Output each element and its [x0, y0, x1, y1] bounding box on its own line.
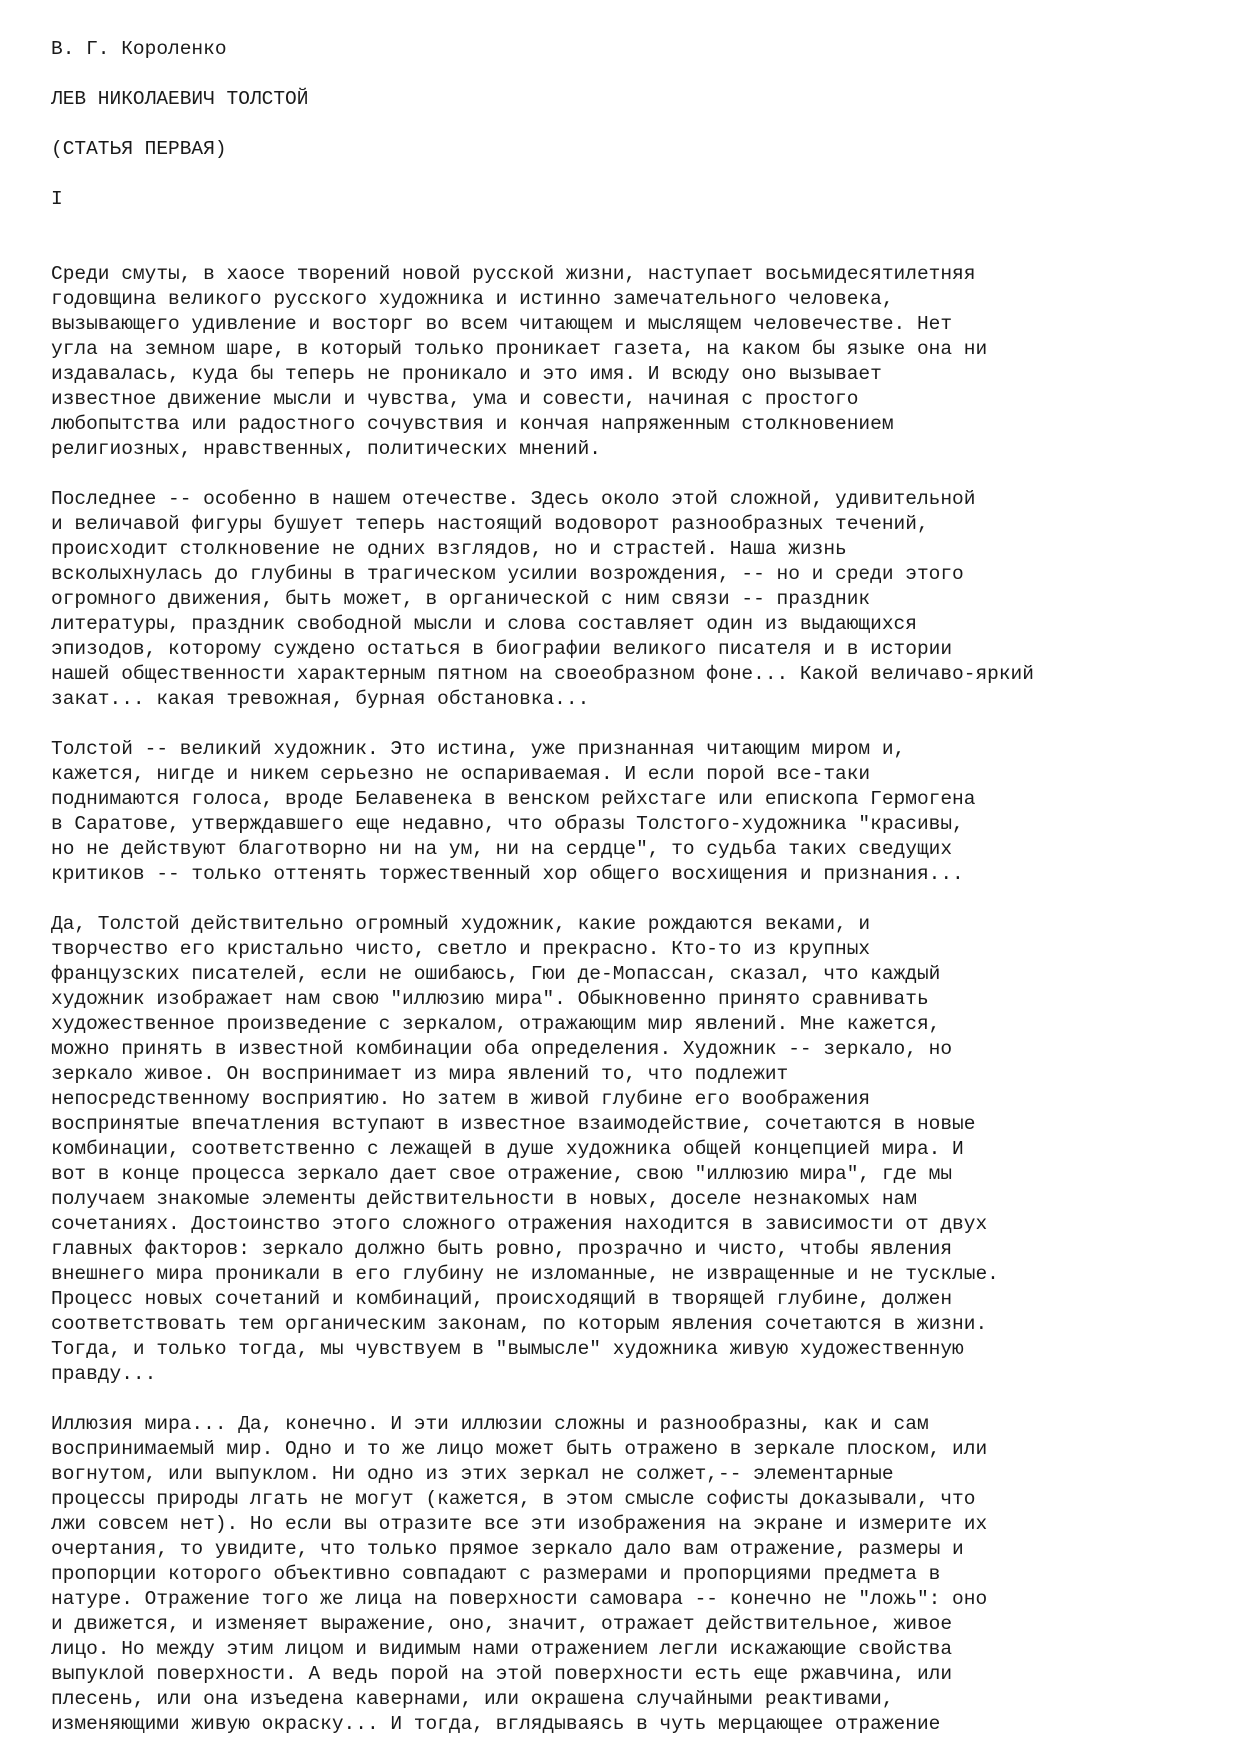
text-line: и величавой фигуры бушует теперь настоящий водоворот разнообразных течений,: [51, 513, 929, 535]
text-line: правду...: [51, 1363, 157, 1385]
text-line: художник изображает нам свою "иллюзию мира". Обыкновенно принято сравнивать: [51, 988, 929, 1010]
text-line: французских писателей, если не ошибаюсь, Гюи де-Мопассан, сказал, что каждый: [51, 963, 941, 985]
article-subtitle: (СТАТЬЯ ПЕРВАЯ): [51, 138, 227, 160]
article-title: ЛЕВ НИКОЛАЕВИЧ ТОЛСТОЙ: [51, 88, 309, 110]
text-line: непосредственному восприятию. Но затем в живой глубине его воображения: [51, 1088, 871, 1110]
text-line: изменяющими живую окраску... И тогда, вглядываясь в чуть мерцающее отражение: [51, 1713, 941, 1735]
text-line: главных факторов: зеркало должно быть ровно, прозрачно и чисто, чтобы явления: [51, 1238, 953, 1260]
text-line: сочетаниях. Достоинство этого сложного отражения находится в зависимости от двух: [51, 1213, 988, 1235]
text-line: пропорции которого объективно совпадают с размерами и пропорциями предмета в: [51, 1563, 941, 1585]
text-line: очертания, то увидите, что только прямое зеркало дало вам отражение, размеры и: [51, 1538, 964, 1560]
text-line: комбинации, соответственно с лежащей в душе художника общей концепцией мира. И: [51, 1138, 964, 1160]
text-line: внешнего мира проникали в его глубину не изломанные, не извращенные и не тусклые.: [51, 1263, 999, 1285]
text-line: угла на земном шаре, в который только проникает газета, на каком бы языке она ни: [51, 338, 988, 360]
text-line: критиков -- только оттенять торжественный хор общего восхищения и признания...: [51, 863, 964, 885]
author-block: [51, 37, 1211, 62]
paragraph: [51, 1412, 1211, 1737]
text-line: поднимаются голоса, вроде Белавенека в венском рейхстаге или епископа Гермогена: [51, 788, 976, 810]
text-line: соответствовать тем органическим законам, по которым явления сочетаются в жизни.: [51, 1313, 988, 1335]
text-line: плесень, или она изъедена кавернами, или окрашена случайными реактивами,: [51, 1688, 894, 1710]
spacer: [51, 237, 1211, 262]
text-line: издавалась, куда бы теперь не проникало и это имя. И всюду оно вызывает: [51, 363, 882, 385]
text-line: известное движение мысли и чувства, ума и совести, начиная с простого: [51, 388, 859, 410]
paragraph: [51, 912, 1211, 1387]
text-line: натуре. Отражение того же лица на поверхности самовара -- конечно не "ложь": оно: [51, 1588, 988, 1610]
text-line: огромного движения, быть может, в органической с ним связи -- праздник: [51, 588, 871, 610]
text-line: Последнее -- особенно в нашем отечестве. Здесь около этой сложной, удивительной: [51, 488, 976, 510]
text-line: процессы природы лгать не могут (кажется, в этом смысле софисты доказывали, что: [51, 1488, 976, 1510]
text-line: религиозных, нравственных, политических мнений.: [51, 438, 601, 460]
chapter-number: I: [51, 188, 63, 210]
text-line: художественное произведение с зеркалом, отражающим мир явлений. Мне кажется,: [51, 1013, 941, 1035]
text-line: происходит столкновение не одних взглядов, но и страстей. Наша жизнь: [51, 538, 847, 560]
text-line: литературы, праздник свободной мысли и слова составляет один из выдающихся: [51, 613, 917, 635]
text-line: Толстой -- великий художник. Это истина, уже признанная читающим миром и,: [51, 738, 906, 760]
author-name: В. Г. Короленко: [51, 38, 227, 60]
article-body: [51, 262, 1211, 1737]
paragraph: [51, 487, 1211, 712]
text-line: можно принять в известной комбинации оба определения. Художник -- зеркало, но: [51, 1038, 953, 1060]
text-line: кажется, нигде и никем серьезно не оспариваемая. И если порой все-таки: [51, 763, 871, 785]
text-line: и движется, и изменяет выражение, оно, значит, отражает действительное, живое: [51, 1613, 953, 1635]
text-line: но не действуют благотворно ни на ум, ни на сердце", то судьба таких сведущих: [51, 838, 953, 860]
text-line: Да, Толстой действительно огромный художник, какие рождаются веками, и: [51, 913, 871, 935]
paragraph: [51, 262, 1211, 462]
text-line: получаем знакомые элементы действительности в новых, доселе незнакомых нам: [51, 1188, 917, 1210]
text-line: любопытства или радостного сочувствия и кончая напряженным столкновением: [51, 413, 894, 435]
text-line: творчество его кристально чисто, светло и прекрасно. Кто-то из крупных: [51, 938, 871, 960]
text-line: Среди смуты, в хаосе творений новой русской жизни, наступает восьмидесятилетняя: [51, 263, 976, 285]
text-line: в Саратове, утверждавшего еще недавно, что образы Толстого-художника "красивы,: [51, 813, 964, 835]
text-line: вот в конце процесса зеркало дает свое отражение, свою "иллюзию мира", где мы: [51, 1163, 953, 1185]
text-line: зеркало живое. Он воспринимает из мира явлений то, что подлежит: [51, 1063, 789, 1085]
text-line: закат... какая тревожная, бурная обстановка...: [51, 688, 590, 710]
text-line: Процесс новых сочетаний и комбинаций, происходящий в творящей глубине, должен: [51, 1288, 953, 1310]
text-line: эпизодов, которому суждено остаться в биографии великого писателя и в истории: [51, 638, 953, 660]
text-line: воспринятые впечатления вступают в известное взаимодействие, сочетаются в новые: [51, 1113, 976, 1135]
text-line: Тогда, и только тогда, мы чувствуем в "вымысле" художника живую художественную: [51, 1338, 964, 1360]
document-page: [51, 37, 1211, 1762]
text-line: нашей общественности характерным пятном на своеобразном фоне... Какой величаво-яркий: [51, 663, 1034, 685]
text-line: выпуклой поверхности. А ведь порой на этой поверхности есть еще ржавчина, или: [51, 1663, 953, 1685]
text-line: воспринимаемый мир. Одно и то же лицо может быть отражено в зеркале плоском, или: [51, 1438, 988, 1460]
chapter-block: [51, 187, 1211, 212]
text-line: лицо. Но между этим лицом и видимым нами отражением легли искажающие свойства: [51, 1638, 953, 1660]
text-line: вызывающего удивление и восторг во всем читающем и мыслящем человечестве. Нет: [51, 313, 953, 335]
subtitle-block: [51, 137, 1211, 162]
title-block: [51, 87, 1211, 112]
text-line: вогнутом, или выпуклом. Ни одно из этих зеркал не солжет,-- элементарные: [51, 1463, 894, 1485]
text-line: всколыхнулась до глубины в трагическом усилии возрождения, -- но и среди этого: [51, 563, 964, 585]
paragraph: [51, 737, 1211, 887]
text-line: лжи совсем нет). Но если вы отразите все эти изображения на экране и измерите их: [51, 1513, 988, 1535]
text-line: Иллюзия мира... Да, конечно. И эти иллюзии сложны и разнообразны, как и сам: [51, 1413, 929, 1435]
text-line: годовщина великого русского художника и истинно замечательного человека,: [51, 288, 894, 310]
